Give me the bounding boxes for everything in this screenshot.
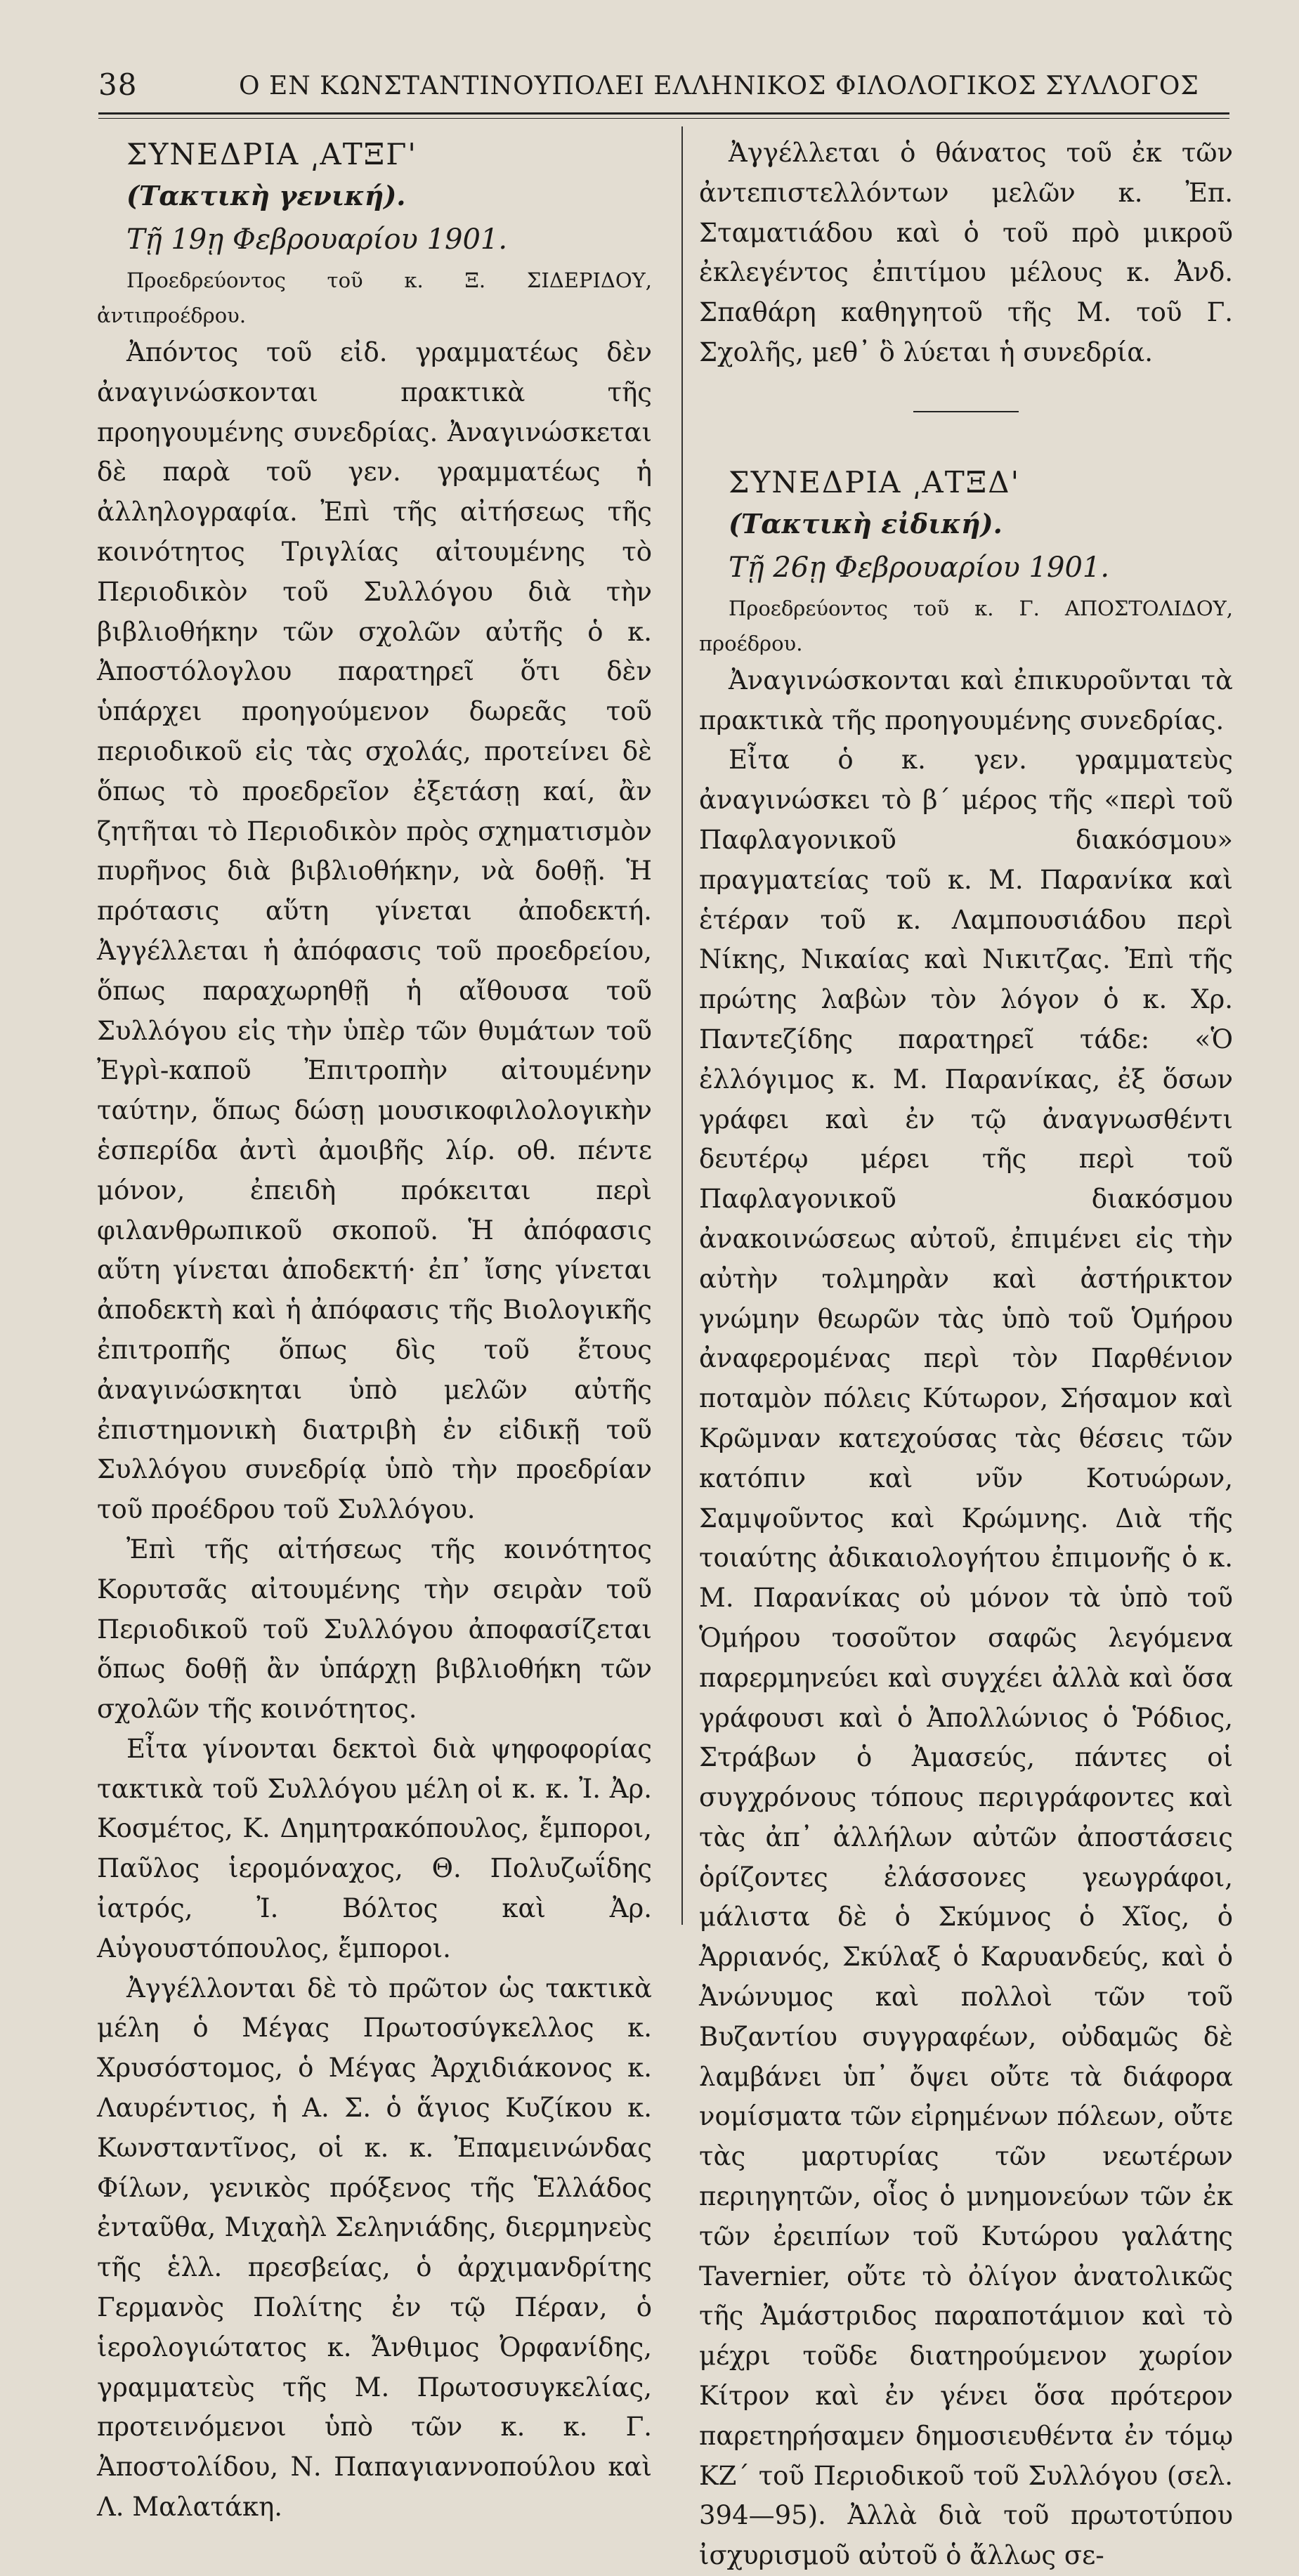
session-type: (Τακτικὴ εἰδική). <box>729 507 1003 540</box>
closing-paragraph: Ἀγγέλλεται ὁ θάνατος τοῦ ἐκ τῶν ἀντεπιστελλόντων μελῶν κ. Ἐπ. Σταματιάδου καὶ ὁ τοῦ πρὸ μικροῦ ἐκλεγέντος ἐπιτίμου μέλους κ. Ἀνδ. Σπαθάρη καθηγητοῦ τῆς Μ. τοῦ Γ. Σχολῆς, μεθ᾽ ὃ λύεται ἡ συνεδρία. <box>699 138 1233 367</box>
paragraph: Ἐπὶ τῆς αἰτήσεως τῆς κοινότητος Κορυτσᾶς αἰτουμένης τὴν σειρὰν τοῦ Περιοδικοῦ τοῦ Συλλόγου ἀποφασίζεται ὅπως δοθῇ ἂν ὑπάρχῃ βιβλιοθήκη τῶν σχολῶν τῆς κοινότητος. <box>97 1534 652 1725</box>
header-rule-thick <box>98 112 1229 115</box>
presiding-line: Προεδρεύοντος τοῦ κ. Ξ. ΣΙΔΕΡΙΔΟΥ, ἀντιπροέδρου. <box>97 268 652 327</box>
section-divider <box>913 411 1019 412</box>
paragraph: Εἶτα ὁ κ. γεν. γραμματεὺς ἀναγινώσκει τὸ β´ μέρος τῆς «περὶ τοῦ Παφλαγονικοῦ διακόσμου» πραγματείας τοῦ κ. Μ. Παρανίκα καὶ ἑτέραν τοῦ κ. Λαμπουσιάδου περὶ Νίκης, Νικαίας καὶ Νικιτζας. Ἐπὶ τῆς πρώτης λαβὼν τὸν λόγον ὁ κ. Χρ. Παντεζίδης παρατηρεῖ τάδε: «Ὁ ἐλλόγιμος κ. Μ. Παρανίκας, ἐξ ὅσων γράφει καὶ ἐν τῷ ἀναγνωσθέντι δευτέρῳ μέρει τῆς περὶ τοῦ Παφλαγονικοῦ διακόσμου ἀνακοινώσεως αὐτοῦ, ἐπιμένει εἰς τὴν αὐτὴν τολμηρὰν καὶ ἀστήρικτον γνώμην θεωρῶν τὰς ὑπὸ τοῦ Ὁμήρου ἀναφερομένας περὶ τὸν Παρθένιον ποταμὸν πόλεις Κύτωρον, Σήσαμον καὶ Κρῶμναν κατεχούσας τὰς θέσεις τῶν κατόπιν καὶ νῦν Κοτυώρων, Σαμψοῦντος καὶ Κρώμνης. Διὰ τῆς τοιαύτης ἀδικαιολογήτου ἐπιμονῆς ὁ κ. Μ. Παρανίκας οὐ μόνον τὰ ὑπὸ τοῦ Ὁμήρου τοσοῦτον σαφῶς λεγόμενα παρερμηνεύει καὶ συγχέει ἀλλὰ καὶ ὅσα γράφουσι καὶ ὁ Ἀπολλώνιος ὁ Ῥόδιος, Στράβων ὁ Ἀμασεύς, πάντες οἱ συγχρόνους τόπους περιγράφοντες καὶ τὰς ἀπ᾽ ἀλλήλων αὐτῶν ἀποστάσεις ὁρίζοντες ἐλάσσονες γεωγράφοι, μάλιστα δὲ ὁ Σκύμνος ὁ Χῖος, ὁ Ἀρριανός, Σκύλαξ ὁ Καρυανδεύς, καὶ ὁ Ἀνώνυμος καὶ πολλοὶ τῶν τοῦ Βυζαντίου συγγραφέων, οὐδαμῶς δὲ λαμβάνει ὑπ᾽ ὄψει οὔτε τὰ διάφορα νομίσματα τῶν εἰρημένων πόλεων, οὔτε τὰς μαρτυρίας τῶν νεωτέρων περιηγητῶν, οἷος ὁ μνημονεύων τῶν ἐκ τῶν ἐρειπίων τοῦ Κυτώρου γαλάτης Tavernier, οὔτε τὸ ὀλίγον ἀνατολικῶς τῆς Ἀμάστριδος παραποτάμιον καὶ τὸ μέχρι τοῦδε διατηρούμενον χωρίον Κίτρον καὶ ἐν γένει ὅσα πρότερον παρετηρήσαμεν δημοσιευθέντα ἐν τόμῳ ΚΖ´ τοῦ Περιοδικοῦ τοῦ Συλλόγου (σελ. 394—95). Ἀλλὰ διὰ τοῦ πρωτοτύπου ἰσχυρισμοῦ αὐτοῦ ὁ ἄλλως σε- <box>699 745 1233 2571</box>
paragraph: Εἶτα γίνονται δεκτοὶ διὰ ψηφοφορίας τακτικὰ τοῦ Συλλόγου μέλη οἱ κ. κ. Ἰ. Ἀρ. Κοσμέτος, Κ. Δημητρακόπουλος, ἔμποροι, Παῦλος ἱερομόναχος, Θ. Πολυζωΐδης ἰατρός, Ἰ. Βόλτος καὶ Ἀρ. Αὐγουστόπουλος, ἔμποροι. <box>97 1733 652 1963</box>
left-column <box>97 133 652 2528</box>
session-heading: ΣΥΝΕΔΡΙΑ ͵ΑΤΞΓ' <box>126 137 417 171</box>
paragraph: Ἀναγινώσκονται καὶ ἐπικυροῦνται τὰ πρακτικὰ τῆς προηγουμένης συνεδρίας. <box>699 665 1233 735</box>
paragraph: Ἀπόντος τοῦ εἰδ. γραμματέως δὲν ἀναγινώσκονται πρακτικὰ τῆς προηγουμένης συνεδρίας. Ἀναγινώσκεται δὲ παρὰ τοῦ γεν. γραμματέως ἡ ἀλληλογραφία. Ἐπὶ τῆς αἰτήσεως τῆς κοινότητος Τριγλίας αἰτουμένης τὸ Περιοδικὸν τοῦ Συλλόγου διὰ τὴν βιβλιοθήκην τῶν σχολῶν αὐτῆς ὁ κ. Ἀποστόλογλου παρατηρεῖ ὅτι δὲν ὑπάρχει προηγούμενον δωρεᾶς τοῦ περιοδικοῦ εἰς τὰς σχολάς, προτείνει δὲ ὅπως τὸ προεδρεῖον ἐξετάσῃ καί, ἂν ζητῆται τὸ Περιοδικὸν πρὸς σχηματισμὸν πυρῆνος διὰ βιβλιοθήκην, νὰ δοθῇ. Ἡ πρότασις αὕτη γίνεται ἀποδεκτή. Ἀγγέλλεται ἡ ἀπόφασις τοῦ προεδρείου, ὅπως παραχωρηθῇ ἡ αἴθουσα τοῦ Συλλόγου εἰς τὴν ὑπὲρ τῶν θυμάτων τοῦ Ἐγρὶ-καποῦ Ἐπιτροπὴν αἰτουμένην ταύτην, ὅπως δώσῃ μουσικοφιλολογικὴν ἑσπερίδα ἀντὶ ἀμοιβῆς λίρ. οθ. πέντε μόνον, ἐπειδὴ πρόκειται περὶ φιλανθρωπικοῦ σκοποῦ. Ἡ ἀπόφασις αὕτη γίνεται ἀποδεκτή· ἐπ᾽ ἴσης γίνεται ἀποδεκτὴ καὶ ἡ ἀπόφασις τῆς Βιολογικῆς ἐπιτροπῆς ὅπως δὶς τοῦ ἔτους ἀναγινώσκηται ὑπὸ μελῶν αὐτῆς ἐπιστημονικὴ διατριβὴ ἐν εἰδικῇ τοῦ Συλλόγου συνεδρίᾳ ὑπὸ τὴν προεδρίαν τοῦ προέδρου τοῦ Συλλόγου. <box>97 337 652 1525</box>
session-date: Τῇ 26ῃ Φεβρουαρίου 1901. <box>729 551 1110 584</box>
session-date: Τῇ 19ῃ Φεβρουαρίου 1901. <box>126 223 508 256</box>
running-header <box>98 67 1222 110</box>
session-heading: ΣΥΝΕΔΡΙΑ ͵ΑΤΞΔ' <box>729 464 1021 499</box>
session-type: (Τακτικὴ γενική). <box>126 180 406 211</box>
page-number: 38 <box>98 67 138 102</box>
header-rule-thin <box>98 118 1229 119</box>
column-divider <box>681 126 683 1925</box>
presiding-line: Προεδρεύοντος τοῦ κ. Γ. ΑΠΟΣΤΟΛΙΔΟΥ, προέδρου. <box>699 596 1233 655</box>
paragraph: Ἀγγέλλονται δὲ τὸ πρῶτον ὡς τακτικὰ μέλη ὁ Μέγας Πρωτοσύγκελλος κ. Χρυσόστομος, ὁ Μέγας Ἀρχιδιάκονος κ. Λαυρέντιος, ἡ Α. Σ. ὁ ἅγιος Κυζίκου κ. Κωνσταντῖνος, οἱ κ. κ. Ἐπαμεινώνδας Φίλων, γενικὸς πρόξενος τῆς Ἑλλάδος ἐνταῦθα, Μιχαὴλ Σεληνιάδης, διερμηνεὺς τῆς ἑλλ. πρεσβείας, ὁ ἀρχιμανδρίτης Γερμανὸς Πολίτης ἐν τῷ Πέραν, ὁ ἱερολογιώτατος κ. Ἄνθιμος Ὀρφανίδης, γραμματεὺς τῆς Μ. Πρωτοσυγκελίας, προτεινόμενοι ὑπὸ τῶν κ. κ. Γ. Ἀποστολίδου, Ν. Παπαγιαννοπούλου καὶ Λ. Μαλατάκη. <box>97 1973 652 2523</box>
running-title: Ο ΕΝ ΚΩΝΣΤΑΝΤΙΝΟΥΠΟΛΕΙ ΕΛΛΗΝΙΚΟΣ ΦΙΛΟΛΟΓΙΚΟΣ ΣΥΛΛΟΓΟΣ <box>239 72 1199 100</box>
right-column <box>699 133 1233 2576</box>
